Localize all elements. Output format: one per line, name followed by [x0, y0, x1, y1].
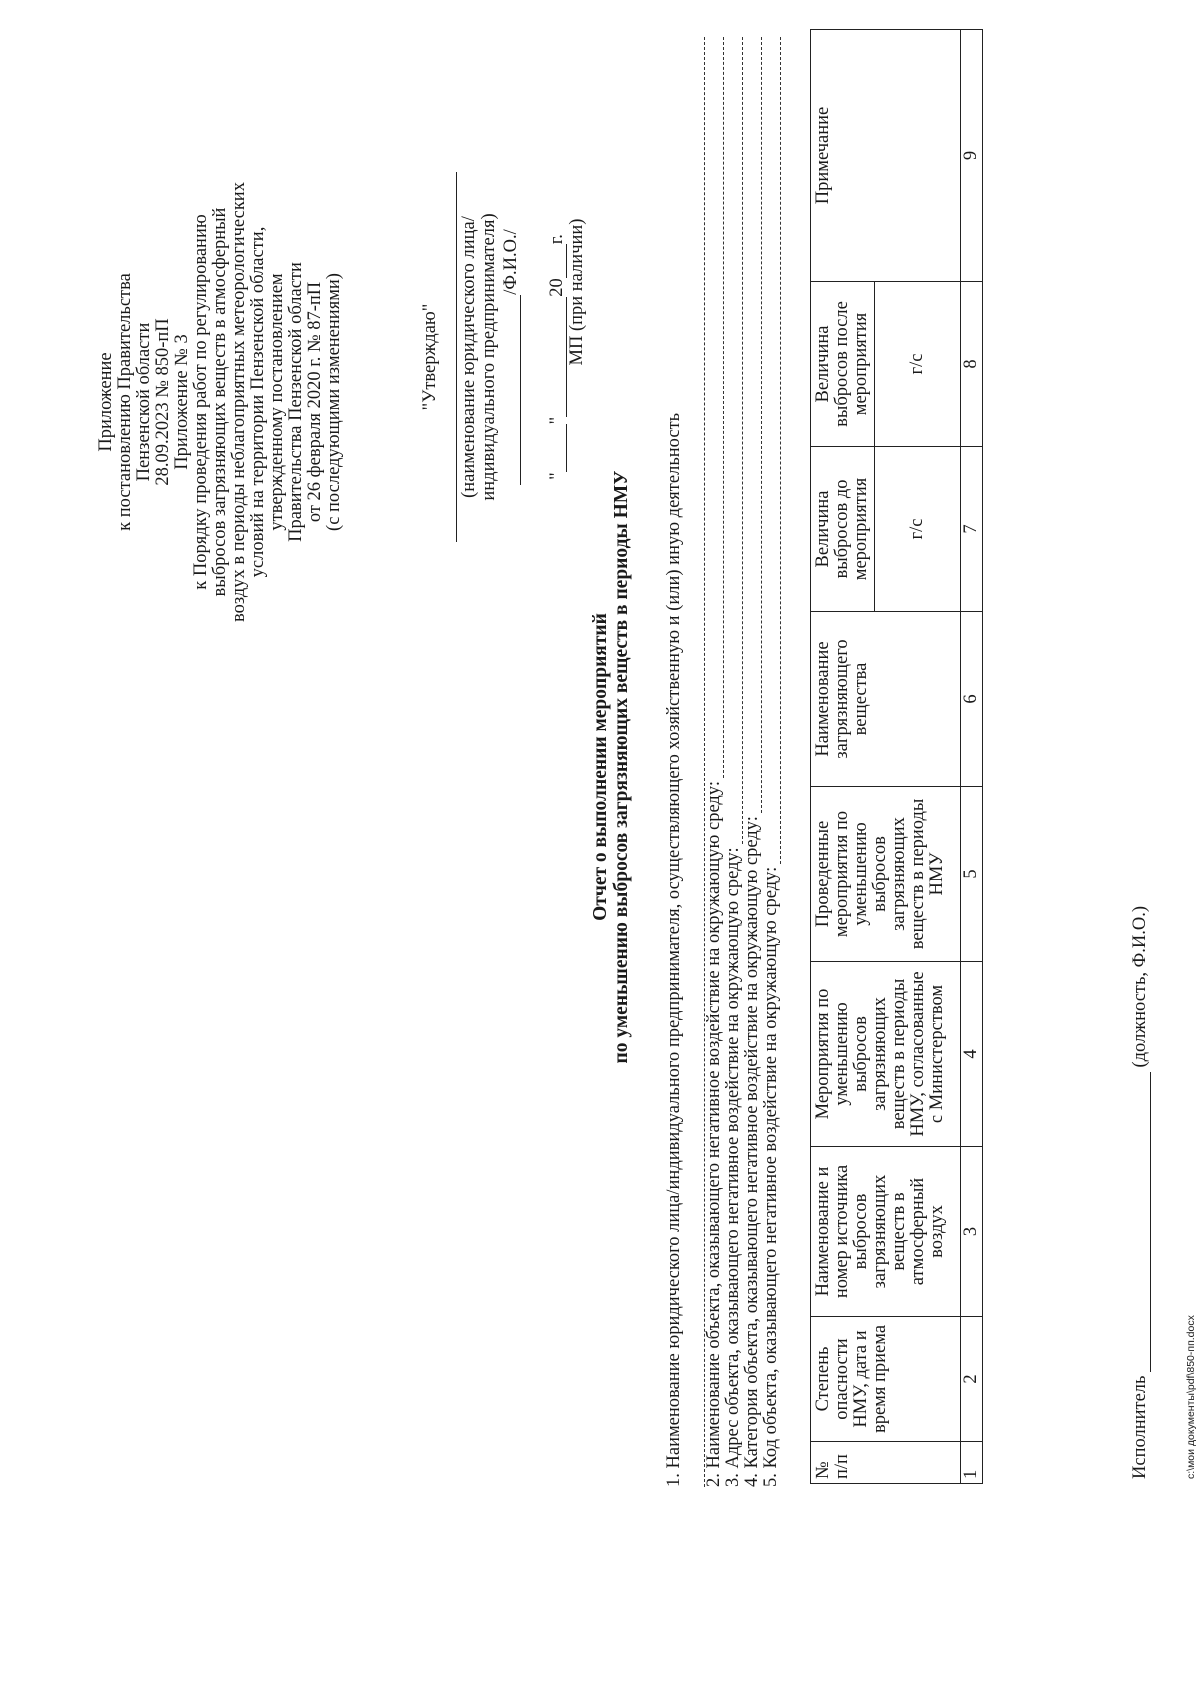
appendix-line: условий на территории Пензенской области, [248, 226, 268, 578]
appendix-line: утвержденному постановлением [267, 273, 287, 531]
executor-blank[interactable] [1135, 1072, 1151, 1372]
day-blank [549, 424, 567, 472]
field-object-address [724, 37, 743, 1487]
field-blank[interactable] [767, 37, 781, 864]
appendix-line: Правительства Пензенской области [286, 262, 306, 542]
report-title-line: по уменьшению выбросов загрязняющих веществ в периоды НМУ [611, 470, 632, 1064]
date-quote: " [547, 472, 567, 480]
field-label: 4. Категория объекта, оказывающего негативное воздействие на окружающую среду: [742, 816, 762, 1487]
file-path-footer: с:\мои документы\pdf\850-пп.docx [1185, 1315, 1197, 1479]
column-number: 8 [961, 282, 983, 447]
approval-fio-line [501, 157, 521, 557]
header-cell: Мероприятия по уменьшению выбросов загрязняющих веществ в периоды НМУ, согласованные с Министерством [811, 962, 961, 1147]
column-number: 3 [961, 1147, 983, 1317]
field-legal-entity: 1. Наименование юридического лица/индивидуального предпринимателя, осуществляющего хозяйственную и (или) иную деятельность [664, 412, 684, 1487]
column-number: 4 [961, 962, 983, 1147]
signature-line [456, 172, 457, 542]
executor-label: Исполнитель [1130, 1375, 1150, 1479]
report-table [810, 29, 983, 1484]
header-cell: Проведенные мероприятия по уменьшению выбросов загрязняющих веществ в периоды НМУ [811, 787, 961, 962]
header-cell: Степень опасности НМУ, дата и время приема [811, 1317, 961, 1442]
field-object-category [743, 37, 762, 1487]
approval-stamp: МП (при наличии) [567, 218, 587, 366]
column-number: 2 [961, 1317, 983, 1442]
column-number: 5 [961, 787, 983, 962]
appendix-line: к постановлению Правительства [115, 273, 135, 531]
fio-blank [503, 295, 521, 485]
approval-name-caption: индивидуального предпринимателя) [479, 213, 499, 501]
approval-date-line [547, 157, 567, 557]
year-blank [549, 244, 567, 278]
appendix-line: к Порядку проведения работ по регулированию [191, 214, 211, 590]
header-cell: № п/п [811, 1442, 961, 1484]
column-number: 9 [961, 30, 983, 282]
year-suffix: г. [547, 234, 567, 245]
table-header-row [811, 30, 875, 1484]
field-object-code [762, 37, 781, 1487]
field-blank[interactable] [729, 37, 743, 844]
object-fields [704, 37, 781, 1487]
unit-cell: г/с [875, 282, 961, 447]
column-number: 7 [961, 447, 983, 612]
field-label: 5. Код объекта, оказывающего негативное воздействие на окружающую среду: [761, 866, 781, 1487]
year-prefix: 20 [547, 278, 567, 297]
appendix-line: Приложение [96, 352, 116, 452]
column-number: 1 [961, 1442, 983, 1484]
appendix-line: Приложение № 3 [172, 334, 192, 470]
report-title [590, 37, 632, 1497]
appendix-block [97, 122, 344, 682]
date-quote: " [547, 416, 567, 425]
approval-fio: /Ф.И.О./ [501, 229, 521, 295]
approval-block [420, 157, 587, 557]
appendix-line: воздух в периоды неблагоприятных метеорологических [229, 182, 249, 622]
header-cell: Наименование и номер источника выбросов загрязняющих веществ в атмосферный воздух [811, 1147, 961, 1317]
executor-line [1130, 906, 1151, 1479]
table-number-row [961, 30, 983, 1484]
header-cell: Примечание [811, 30, 961, 282]
appendix-line: от 26 февраля 2020 г. № 87-пП [305, 281, 325, 523]
month-blank [549, 297, 567, 417]
appendix-line: 28.09.2023 № 850-пП [153, 318, 173, 486]
field-label: 2. Наименование объекта, оказывающего негативное воздействие на окружающую среду: [704, 781, 724, 1487]
unit-cell: г/с [875, 447, 961, 612]
appendix-line: выбросов загрязняющих веществ в атмосферный [210, 207, 230, 597]
field-blank[interactable] [748, 37, 762, 813]
field-blank[interactable] [710, 37, 724, 778]
field-object-name [704, 37, 724, 1487]
header-cell: Величина выбросов после мероприятия [811, 282, 875, 447]
approval-name-caption: (наименование юридического лица/ [459, 216, 479, 498]
report-title-line: Отчет о выполнении мероприятий [590, 613, 611, 921]
executor-caption: (должность, Ф.И.О.) [1130, 905, 1150, 1068]
approval-heading: "Утверждаю" [420, 303, 440, 411]
field-label: 3. Адрес объекта, оказывающего негативное воздействие на окружающую среду: [723, 847, 743, 1487]
appendix-line: (с последующими изменениями) [324, 273, 344, 531]
header-cell: Наименование загрязняющего вещества [811, 612, 961, 787]
appendix-line: Пензенской области [134, 322, 154, 482]
column-number: 6 [961, 612, 983, 787]
header-cell: Величина выбросов до мероприятия [811, 447, 875, 612]
